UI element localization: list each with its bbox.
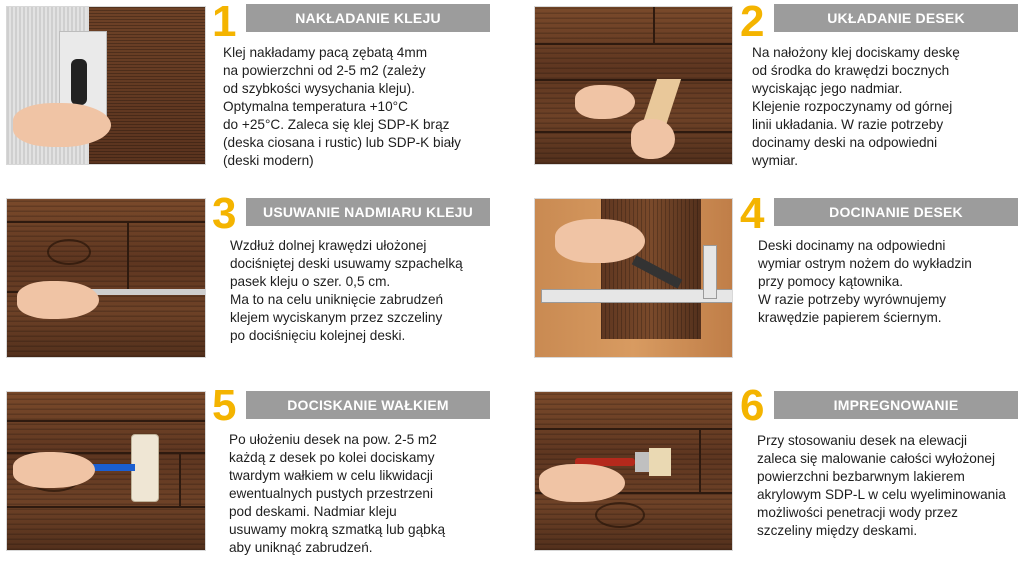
- step-2-description: Na nałożony klej dociskamy deskę od środka do krawędzi bocznych wyciskając jego nadmiar. Klejenie rozpoczynamy od górnej linii układania. W razie potrzeby docinamy deski na odpowiedni wymiar.: [752, 45, 960, 168]
- step-1-photo: [6, 6, 206, 165]
- step-6-photo: [534, 391, 733, 551]
- step-3-photo: [6, 198, 206, 358]
- step-4-title: DOCINANIE DESEK: [774, 198, 1018, 226]
- step-3-number: 3: [212, 189, 237, 238]
- step-2-number: 2: [740, 0, 765, 46]
- step-5-number: 5: [212, 381, 237, 430]
- step-4-number: 4: [740, 189, 765, 238]
- step-2-photo: [534, 6, 733, 165]
- step-1-description: Klej nakładamy pacą zębatą 4mm na powierzchni od 2-5 m2 (zależy od szybkości wysychania kleju). Optymalna temperatura +10°C do +25°C. Zaleca się klej SDP-K brąz (deska ciosana i rustic) lub SDP-K biały (deski modern): [223, 45, 461, 168]
- step-1-title: NAKŁADANIE KLEJU: [246, 4, 490, 32]
- step-1-number: 1: [212, 0, 237, 46]
- step-5-description: Po ułożeniu desek na pow. 2-5 m2 każdą z desek po kolei dociskamy twardym wałkiem w celu likwidacji ewentualnych pustych przestrzeni pod deskami. Nadmiar kleju usuwamy mokrą szmatką lub gąbką aby uniknąć zabrudzeń.: [229, 432, 446, 555]
- step-4-description: Deski docinamy na odpowiedni wymiar ostrym nożem do wykładzin przy pomocy kątownika. W razie potrzeby wyrównujemy krawędzie papierem ściernym.: [758, 238, 972, 325]
- step-3-title: USUWANIE NADMIARU KLEJU: [246, 198, 490, 226]
- step-5-title: DOCISKANIE WAŁKIEM: [246, 391, 490, 419]
- step-5-photo: [6, 391, 206, 551]
- step-4-photo: [534, 198, 733, 358]
- step-2-title: UKŁADANIE DESEK: [774, 4, 1018, 32]
- step-6-description: Przy stosowaniu desek na elewacji zaleca się malowanie całości wyłożonej powierzchni bezbarwnym lakierem akrylowym SDP-L w celu wyeliminowania możliwości penetracji wody przez szczeliny między deskami.: [757, 433, 1006, 538]
- step-6-title: IMPREGNOWANIE: [774, 391, 1018, 419]
- step-6-number: 6: [740, 381, 765, 430]
- step-3-description: Wzdłuż dolnej krawędzi ułożonej dociśniętej deski usuwamy szpachelką pasek kleju o szer. 0,5 cm. Ma to na celu uniknięcie zabrudzeń klejem wyciskanym przez szczeliny po dociśnięciu kolejnej deski.: [230, 238, 463, 343]
